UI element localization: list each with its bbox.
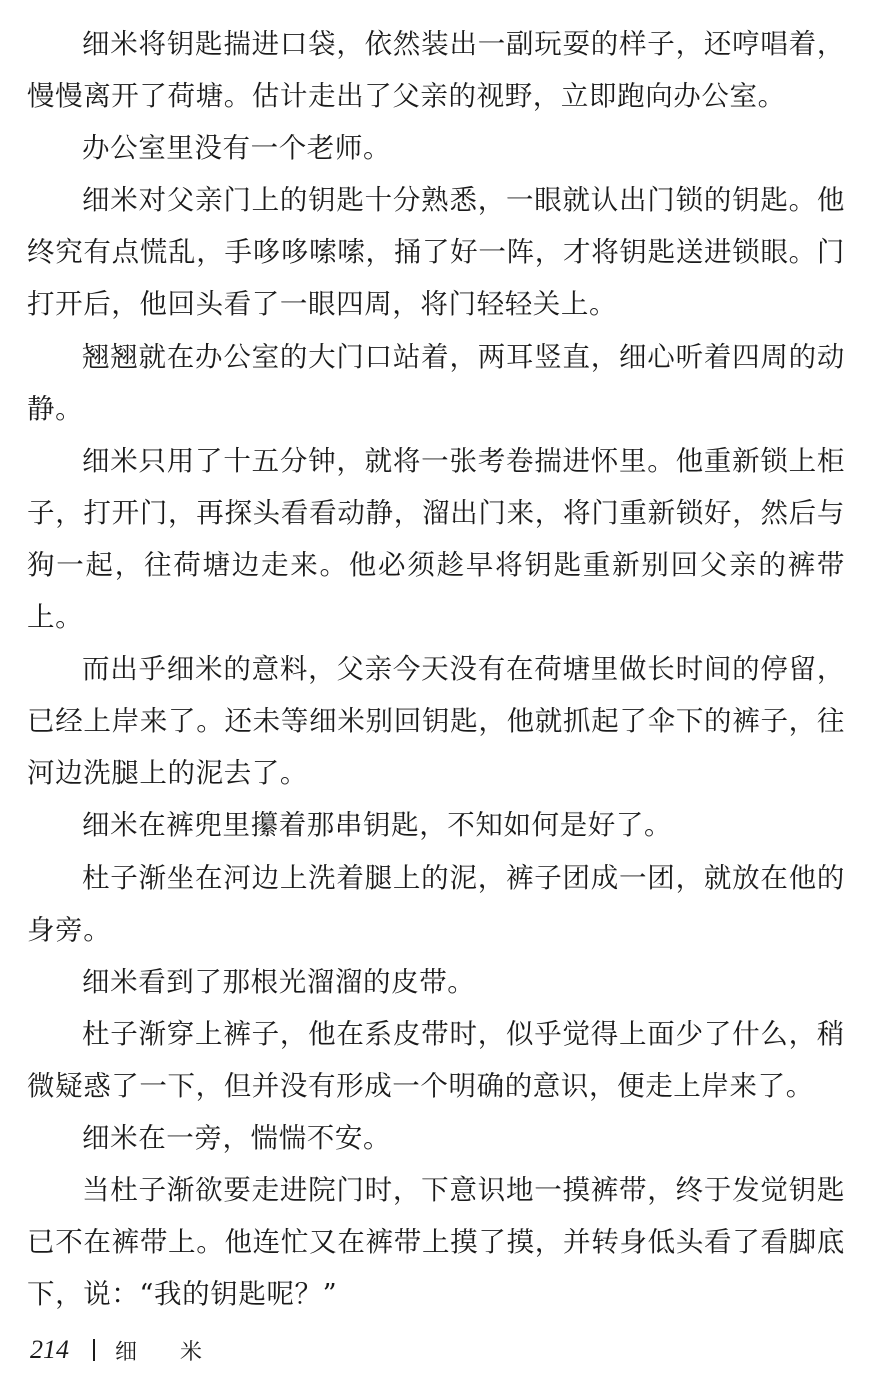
body-text <box>27 18 845 1320</box>
paragraph: 细米将钥匙揣进口袋，依然装出一副玩耍的样子，还哼唱着，慢慢离开了荷塘。估计走出了父亲的视野，立即跑向办公室。 <box>27 28 845 113</box>
running-title: 细 米 <box>115 1339 220 1365</box>
paragraph: 办公室里没有一个老师。 <box>82 132 392 165</box>
paragraph: 杜子渐穿上裤子，他在系皮带时，似乎觉得上面少了什么，稍微疑惑了一下，但并没有形成一个明确的意识，便走上岸来了。 <box>27 1017 845 1102</box>
page-number: 214 <box>30 1335 69 1364</box>
paragraph: 细米只用了十五分钟，就将一张考卷揣进怀里。他重新锁上柜子，打开门，再探头看看动静，溜出门来，将门重新锁好，然后与狗一起，往荷塘边走来。他必须趁早将钥匙重新别回父亲的裤带上。 <box>27 444 845 634</box>
paragraph: 细米在一旁，惴惴不安。 <box>82 1121 392 1154</box>
paragraph: 细米看到了那根光溜溜的皮带。 <box>82 965 476 998</box>
page-footer <box>30 1333 220 1367</box>
paragraph: 而出乎细米的意料，父亲今天没有在荷塘里做长时间的停留，已经上岸来了。还未等细米别回钥匙，他就抓起了伞下的裤子，往河边洗腿上的泥去了。 <box>27 653 845 790</box>
paragraph: 细米对父亲门上的钥匙十分熟悉，一眼就认出门锁的钥匙。他终究有点慌乱，手哆哆嗦嗦，捅了好一阵，才将钥匙送进锁眼。门打开后，他回头看了一眼四周，将门轻轻关上。 <box>27 184 845 321</box>
paragraph: 杜子渐坐在河边上洗着腿上的泥，裤子团成一团，就放在他的身旁。 <box>27 861 845 946</box>
footer-divider <box>93 1339 95 1361</box>
paragraph: 当杜子渐欲要走进院门时，下意识地一摸裤带，终于发觉钥匙已不在裤带上。他连忙又在裤带上摸了摸，并转身低头看了看脚底下，说：“我的钥匙呢？” <box>27 1174 845 1311</box>
paragraph: 细米在裤兜里攥着那串钥匙，不知如何是好了。 <box>82 809 673 842</box>
paragraph: 翘翘就在办公室的大门口站着，两耳竖直，细心听着四周的动静。 <box>27 340 845 425</box>
